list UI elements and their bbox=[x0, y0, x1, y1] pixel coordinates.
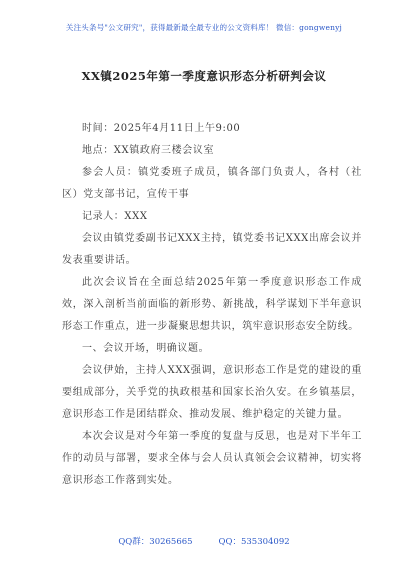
document-title: XX镇2025年第一季度意识形态分析研判会议 bbox=[81, 69, 327, 83]
paragraph-review: 本次会议是对今年第一季度的复盘与反思，也是对下半年工作的动员与部署，要求全体与会人员认真领会会议精神，切实将意识形态工作落到实处。 bbox=[62, 431, 362, 486]
meeting-recorder: 记录人：XXX bbox=[82, 211, 148, 222]
meeting-attendees: 参会人员：镇党委班子成员，镇各部门负责人，各村（社区）党支部书记，宣传干事 bbox=[62, 167, 362, 200]
paragraph-opening: 会议伊始，主持人XXX强调，意识形态工作是党的建设的重要组成部分，关乎党的执政根基和国家长治久安。在乡镇基层，意识形态工作是团结群众、推动发展、维护稳定的关键力量。 bbox=[62, 365, 362, 420]
meta-block bbox=[62, 118, 362, 492]
meeting-time: 时间：2025年4月11日上午9:00 bbox=[82, 123, 241, 134]
top-banner: 关注头条号"公文研究"，获得最新最全最专业的公文资料库！ 微信：gongwenyj bbox=[65, 23, 343, 32]
meeting-location: 地点：XX镇政府三楼会议室 bbox=[82, 145, 215, 156]
footer-contact bbox=[0, 535, 408, 547]
qq-contact-text: QQ：535304092 bbox=[218, 537, 290, 547]
paragraph-host: 会议由镇党委副书记XXX主持，镇党委书记XXX出席会议并发表重要讲话。 bbox=[62, 233, 362, 266]
paragraph-purpose: 此次会议旨在全面总结2025年第一季度意识形态工作成效，深入剖析当前面临的新形势、新挑战，科学谋划下半年意识形态工作重点，进一步凝聚思想共识，筑牢意识形态安全防线。 bbox=[62, 277, 362, 332]
section-heading-1: 一、会议开场，明确议题。 bbox=[82, 343, 210, 354]
qq-group-text: QQ群：30265665 bbox=[118, 537, 193, 547]
